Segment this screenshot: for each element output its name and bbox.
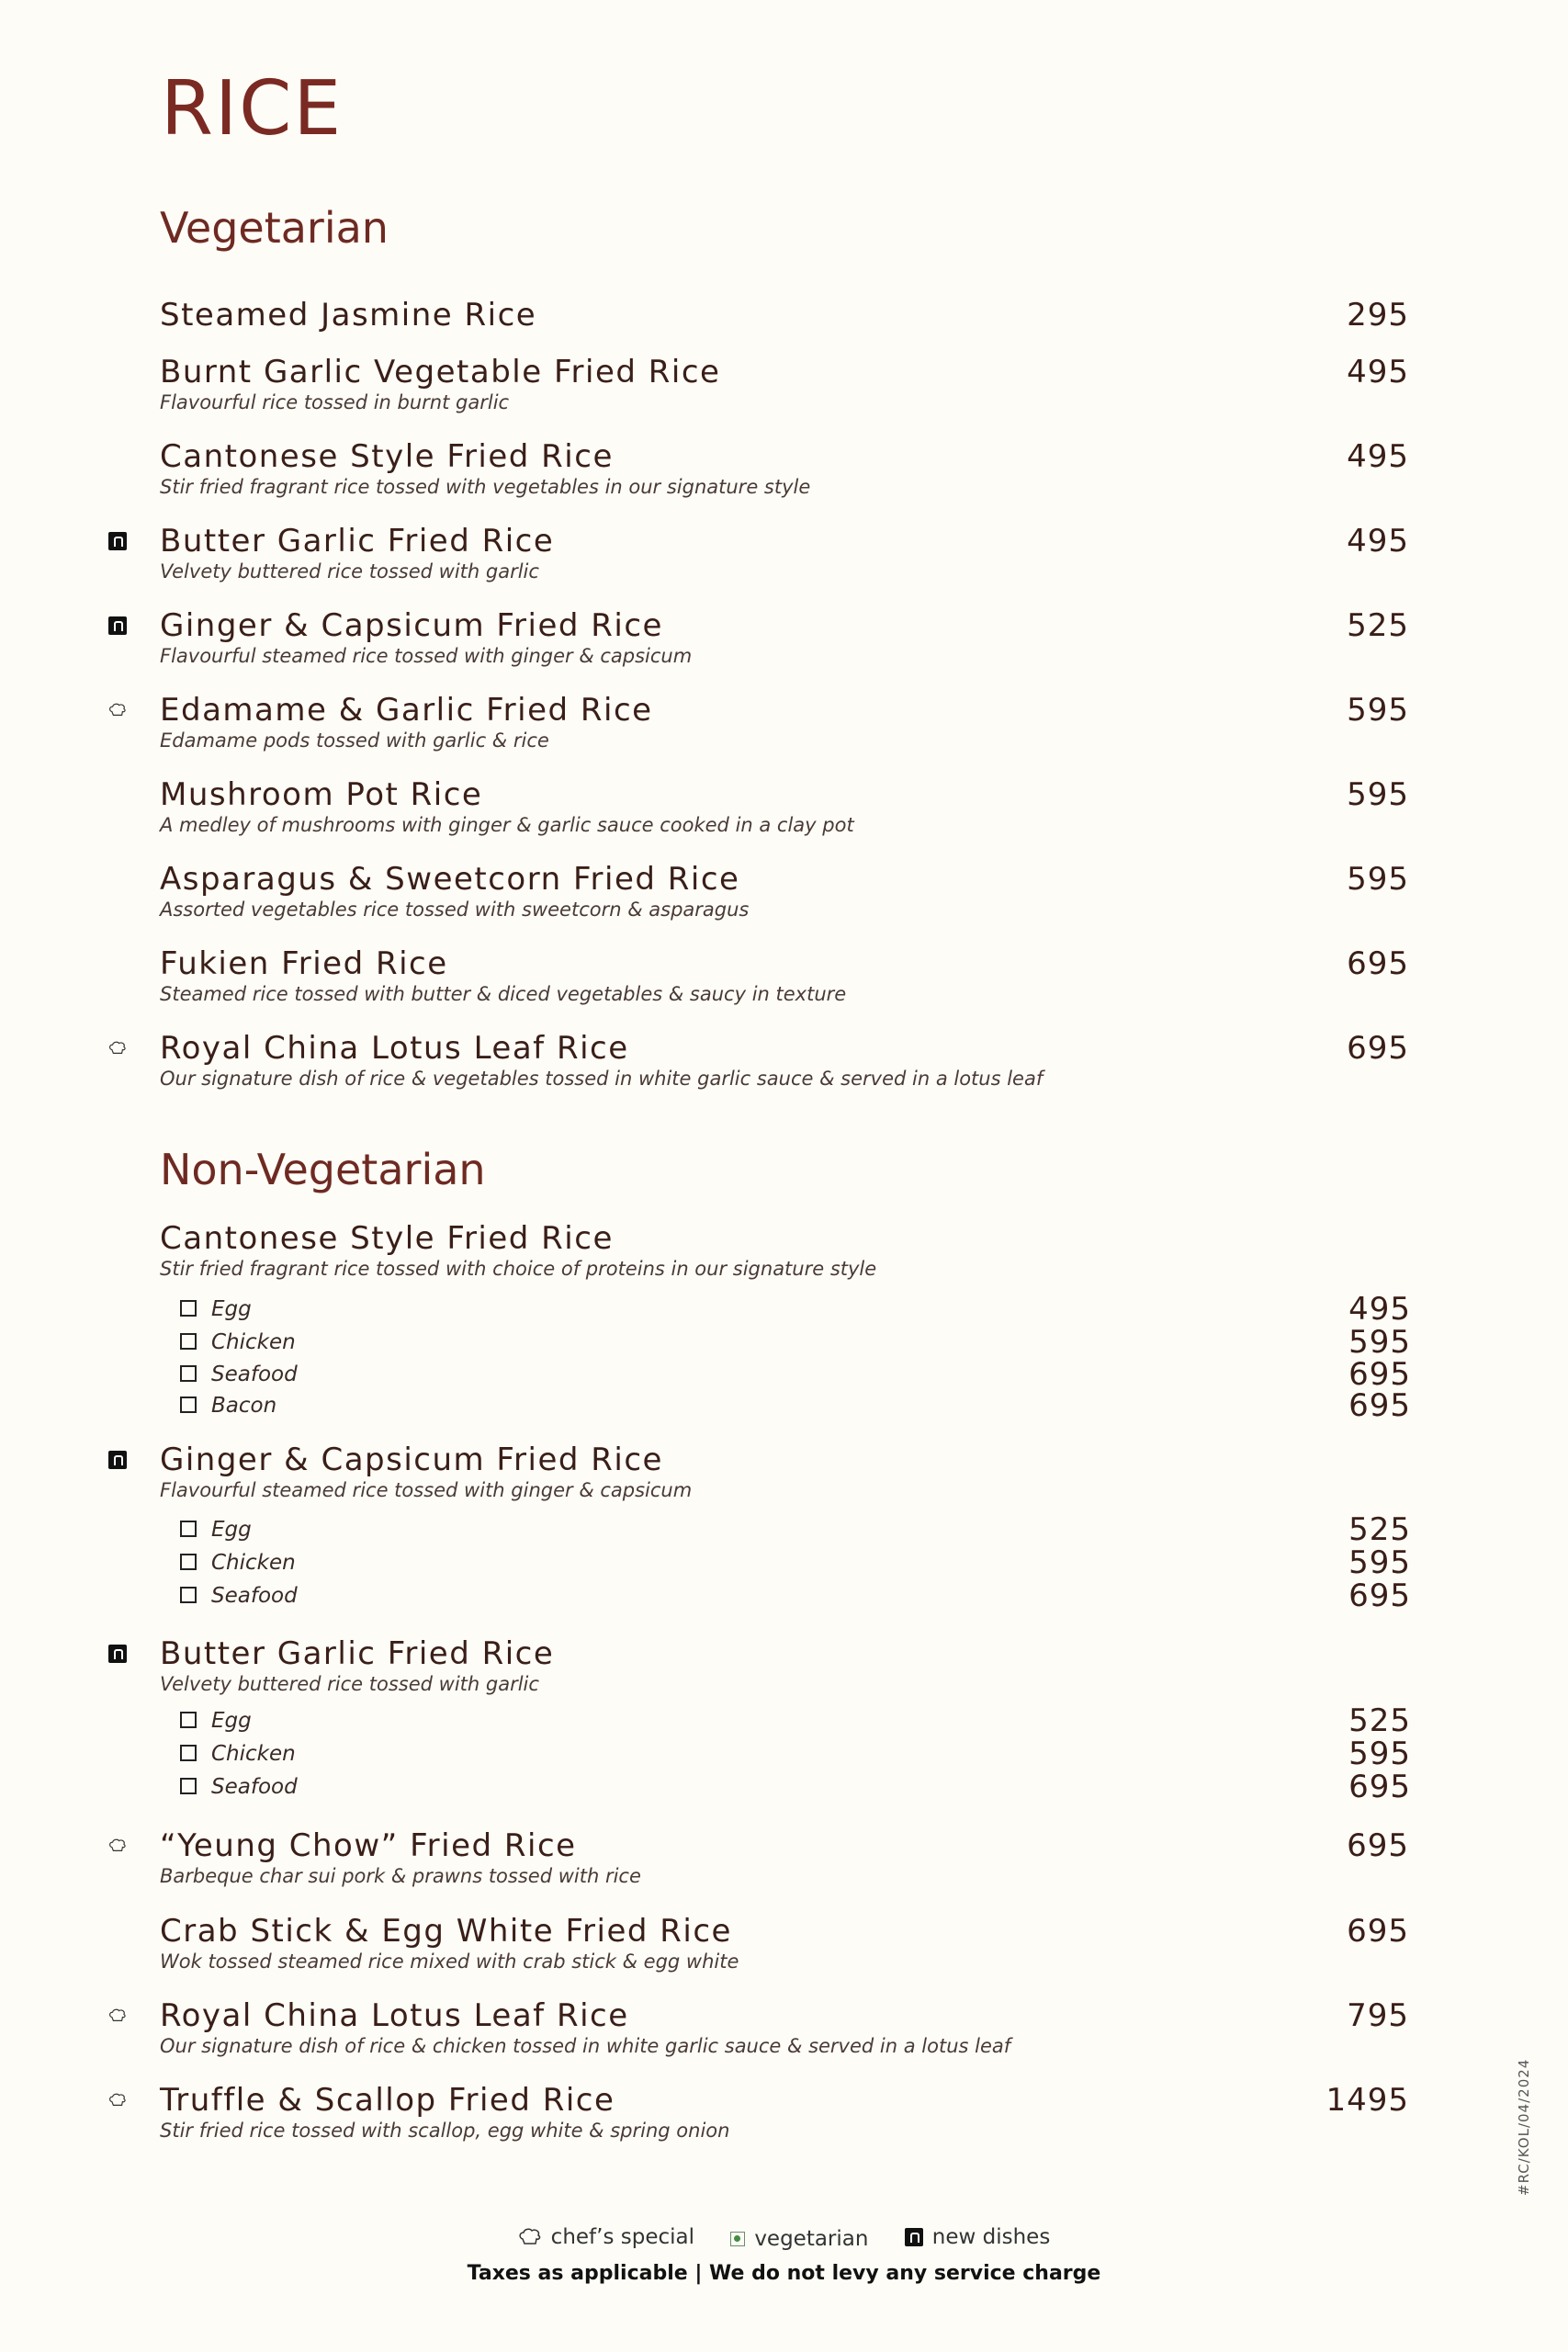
dish-description: Stir fried fragrant rice tossed with choice of proteins in our signature style: [160, 1258, 877, 1280]
option-label: Egg: [211, 1709, 252, 1733]
menu-item: [160, 523, 1409, 583]
dish-name: Ginger & Capsicum Fried Rice: [160, 1442, 663, 1478]
legend-label: chef’s special: [550, 2225, 694, 2249]
menu-item: [160, 1442, 1409, 1502]
option-label: Egg: [211, 1297, 252, 1321]
option-price: 695: [1348, 1356, 1411, 1393]
option-label: Bacon: [211, 1394, 277, 1418]
menu-item: [160, 945, 1409, 1006]
dish-price: 795: [1347, 1997, 1409, 2034]
legend: [0, 2225, 1568, 2252]
new-dish-icon: [108, 1451, 127, 1469]
protein-option: [180, 1324, 1411, 1361]
option-price: 595: [1348, 1544, 1411, 1581]
dish-name: Fukien Fried Rice: [160, 945, 448, 982]
legend-label: vegetarian: [754, 2227, 869, 2251]
option-checkbox: [180, 1365, 197, 1382]
legend-item-vegetarian: [730, 2227, 868, 2251]
section-heading-non-vegetarian: Non-Vegetarian: [160, 1145, 486, 1194]
dish-price: 295: [1347, 297, 1409, 334]
dish-name: Butter Garlic Fried Rice: [160, 523, 555, 560]
tax-note: Taxes as applicable | We do not levy any service charge: [467, 2262, 1101, 2285]
section-heading-vegetarian: Vegetarian: [160, 203, 389, 253]
protein-option: [180, 1291, 1411, 1328]
new-dish-icon: [108, 616, 127, 635]
menu-item: [160, 1030, 1409, 1091]
chef-hat-icon: [108, 1039, 127, 1057]
dish-price: 695: [1347, 1913, 1409, 1950]
dish-description: Our signature dish of rice & chicken tossed in white garlic sauce & served in a lotus leaf: [160, 2035, 1011, 2057]
dish-description: Barbeque char sui pork & prawns tossed with rice: [160, 1865, 641, 1887]
new-dish-icon: [905, 2228, 923, 2246]
menu-item: [160, 1913, 1409, 1973]
dish-name: Cantonese Style Fried Rice: [160, 1220, 614, 1257]
option-price: 525: [1348, 1702, 1411, 1739]
dish-name: Cantonese Style Fried Rice: [160, 438, 614, 475]
dish-name: “Yeung Chow” Fried Rice: [160, 1827, 577, 1864]
dish-name: Burnt Garlic Vegetable Fried Rice: [160, 354, 721, 390]
dish-description: A medley of mushrooms with ginger & garlic sauce cooked in a clay pot: [160, 814, 854, 836]
dish-description: Stir fried fragrant rice tossed with vegetables in our signature style: [160, 476, 811, 498]
dish-price: 495: [1347, 438, 1409, 475]
dish-name: Royal China Lotus Leaf Rice: [160, 1030, 629, 1067]
option-price: 495: [1348, 1291, 1411, 1328]
option-checkbox: [180, 1712, 197, 1728]
menu-item: [160, 438, 1409, 499]
dish-price: 595: [1347, 861, 1409, 898]
menu-item: [160, 692, 1409, 752]
dish-price: 595: [1347, 692, 1409, 729]
dish-name: Mushroom Pot Rice: [160, 776, 483, 813]
dish-price: 595: [1347, 776, 1409, 813]
dish-description: Wok tossed steamed rice mixed with crab stick & egg white: [160, 1951, 739, 1973]
dish-price: 525: [1347, 607, 1409, 644]
protein-option: [180, 1387, 1411, 1424]
vegetarian-icon: [730, 2232, 745, 2246]
chef-hat-icon: [518, 2228, 542, 2246]
menu-item: [160, 2082, 1409, 2143]
menu-item: [160, 861, 1409, 922]
new-dish-icon: [108, 532, 127, 550]
menu-item: [160, 607, 1409, 668]
dish-description: Flavourful steamed rice tossed with ginger & capsicum: [160, 645, 693, 667]
chef-hat-icon: [108, 1837, 127, 1855]
dish-description: Edamame pods tossed with garlic & rice: [160, 729, 549, 752]
dish-description: Assorted vegetables rice tossed with sweetcorn & asparagus: [160, 899, 750, 921]
protein-option: [180, 1544, 1411, 1581]
menu-item: [160, 354, 1409, 414]
protein-option: [180, 1702, 1411, 1739]
menu-item: [160, 1997, 1409, 2058]
option-checkbox: [180, 1300, 197, 1317]
legend-item-new-dishes: [905, 2225, 1051, 2249]
option-label: Egg: [211, 1518, 252, 1542]
dish-name: Edamame & Garlic Fried Rice: [160, 692, 653, 729]
protein-option: [180, 1356, 1411, 1393]
page-title: RICE: [161, 65, 344, 153]
dish-price: 695: [1347, 1827, 1409, 1864]
menu-code: #RC/KOL/04/2024: [1516, 2058, 1532, 2196]
dish-description: Velvety buttered rice tossed with garlic: [160, 1673, 539, 1695]
chef-hat-icon: [108, 2091, 127, 2109]
menu-item: [160, 297, 1409, 334]
new-dish-icon: [108, 1645, 127, 1663]
option-label: Chicken: [211, 1330, 296, 1354]
dish-name: Crab Stick & Egg White Fried Rice: [160, 1913, 732, 1950]
menu-item: [160, 1635, 1409, 1696]
dish-description: Flavourful steamed rice tossed with ginger & capsicum: [160, 1479, 693, 1501]
dish-price: 495: [1347, 523, 1409, 560]
dish-price: 495: [1347, 354, 1409, 390]
option-label: Chicken: [211, 1551, 296, 1575]
option-price: 595: [1348, 1736, 1411, 1772]
dish-price: 695: [1347, 945, 1409, 982]
option-checkbox: [180, 1333, 197, 1350]
option-checkbox: [180, 1554, 197, 1570]
option-price: 595: [1348, 1324, 1411, 1361]
dish-name: Ginger & Capsicum Fried Rice: [160, 607, 663, 644]
option-checkbox: [180, 1587, 197, 1603]
dish-name: Butter Garlic Fried Rice: [160, 1635, 555, 1672]
legend-label: new dishes: [931, 2225, 1051, 2249]
dish-price: 1495: [1325, 2082, 1409, 2119]
protein-option: [180, 1577, 1411, 1614]
menu-item: [160, 776, 1409, 837]
legend-item-chef-special: [518, 2225, 694, 2249]
dish-name: Steamed Jasmine Rice: [160, 297, 537, 334]
dish-name: Asparagus & Sweetcorn Fried Rice: [160, 861, 740, 898]
option-price: 695: [1348, 1577, 1411, 1614]
dish-description: Our signature dish of rice & vegetables tossed in white garlic sauce & served in a lotus leaf: [160, 1068, 1043, 1090]
option-label: Seafood: [211, 1584, 298, 1608]
protein-option: [180, 1738, 1411, 1770]
dish-description: Flavourful rice tossed in burnt garlic: [160, 391, 510, 413]
chef-hat-icon: [108, 2007, 127, 2025]
option-checkbox: [180, 1745, 197, 1761]
option-checkbox: [180, 1521, 197, 1537]
option-label: Seafood: [211, 1363, 298, 1386]
option-price: 525: [1348, 1511, 1411, 1548]
dish-name: Truffle & Scallop Fried Rice: [160, 2082, 615, 2119]
option-checkbox: [180, 1396, 197, 1413]
dish-price: 695: [1347, 1030, 1409, 1067]
menu-item: [160, 1827, 1409, 1888]
protein-option: [180, 1771, 1411, 1803]
option-checkbox: [180, 1778, 197, 1794]
dish-description: Stir fried rice tossed with scallop, egg white & spring onion: [160, 2120, 730, 2142]
dish-name: Royal China Lotus Leaf Rice: [160, 1997, 629, 2034]
dish-description: Steamed rice tossed with butter & diced vegetables & saucy in texture: [160, 983, 847, 1005]
option-price: 695: [1348, 1387, 1411, 1424]
protein-option: [180, 1511, 1411, 1548]
option-price: 695: [1348, 1769, 1411, 1805]
menu-item: [160, 1220, 1409, 1281]
dish-description: Velvety buttered rice tossed with garlic: [160, 560, 539, 582]
option-label: Seafood: [211, 1775, 298, 1799]
option-label: Chicken: [211, 1742, 296, 1766]
chef-hat-icon: [108, 701, 127, 719]
